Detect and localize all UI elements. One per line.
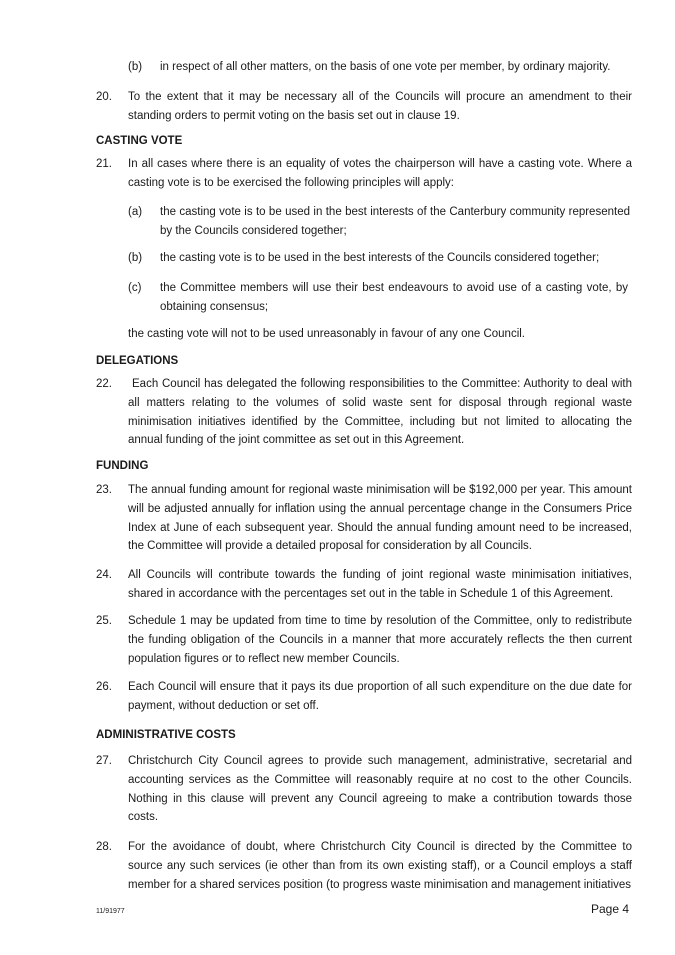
clause-number: 23.: [96, 484, 112, 496]
clause-number: 22.: [96, 378, 112, 390]
clause-text: For the avoidance of doubt, where Christchurch City Council is directed by the Committee to source any such services (ie other than from its own existing staff), or a Council employs a staff member for a shared services position (to progress waste minimisation and management initiatives: [128, 841, 632, 891]
sub-item-text: the casting vote is to be used in the best interests of the Councils considered together;: [160, 252, 600, 264]
clause-number: 25.: [96, 615, 112, 627]
sub-item-text: in respect of all other matters, on the basis of one vote per member, by ordinary majority.: [160, 61, 611, 73]
sub-item-label: (a): [128, 206, 143, 218]
sub-item-text: the casting vote is to be used in the best interests of the Canterbury community represented by the Councils considered together;: [160, 206, 630, 237]
section-heading-casting-vote: CASTING VOTE: [96, 135, 183, 147]
clause-number: 20.: [96, 91, 112, 103]
document-reference: 11/91977: [96, 908, 125, 915]
clause-number: 21.: [96, 158, 112, 170]
clause-text: Schedule 1 may be updated from time to time by resolution of the Committee, only to redistribute the funding obligation of the Councils in a manner that more accurately reflects the then current population figures or to reflect new member Councils.: [128, 615, 632, 665]
sub-item-label: (c): [128, 282, 142, 294]
sub-item-label: (b): [128, 252, 143, 264]
clause-number: 26.: [96, 681, 112, 693]
clause-text: Each Council will ensure that it pays its due proportion of all such expenditure on the due date for payment, without deduction or set off.: [128, 681, 632, 712]
page-number: Page 4: [591, 902, 630, 916]
sub-item-text: the Committee members will use their best endeavours to avoid use of a casting vote, by obtaining consensus;: [160, 282, 628, 313]
clause-text: Christchurch City Council agrees to provide such management, administrative, secretarial and accounting services as the Committee will reasonably require at no cost to the other Councils. Nothing in this clause will prevent any Council agreeing to make a contribution towards those costs.: [128, 755, 632, 824]
clause-text: The annual funding amount for regional waste minimisation will be $192,000 per year. This amount will be adjusted annually for inflation using the annual percentage change in the Consumers Price Index at June of each subsequent year. Should the annual funding amount need to be increased, the Committee will provide a detailed proposal for consideration by all Councils.: [128, 484, 632, 553]
clause-continuation: the casting vote will not to be used unreasonably in favour of any one Council.: [128, 328, 525, 340]
sub-item-label: (b): [128, 61, 143, 73]
clause-number: 27.: [96, 755, 112, 767]
section-heading-funding: FUNDING: [96, 460, 149, 472]
clause-text: To the extent that it may be necessary all of the Councils will procure an amendment to their standing orders to permit voting on the basis set out in clause 19.: [128, 91, 632, 122]
clause-text: Each Council has delegated the following responsibilities to the Committee: Authority to deal with all matters relating to the volumes of solid waste sent for disposal through regional waste minimisation initiatives identified by the Committee, including but not limited to allocating the annual funding of the joint committee as set out in this Agreement.: [128, 378, 632, 447]
clause-text: All Councils will contribute towards the funding of joint regional waste minimisation initiatives, shared in accordance with the percentages set out in the table in Schedule 1 of this Agreement.: [128, 569, 632, 600]
clause-number: 24.: [96, 569, 112, 581]
clause-number: 28.: [96, 841, 112, 853]
section-heading-delegations: DELEGATIONS: [96, 355, 179, 367]
clause-text: In all cases where there is an equality of votes the chairperson will have a casting vote. Where a casting vote is to be exercised the following principles will apply:: [128, 158, 632, 189]
section-heading-administrative-costs: ADMINISTRATIVE COSTS: [96, 729, 236, 741]
